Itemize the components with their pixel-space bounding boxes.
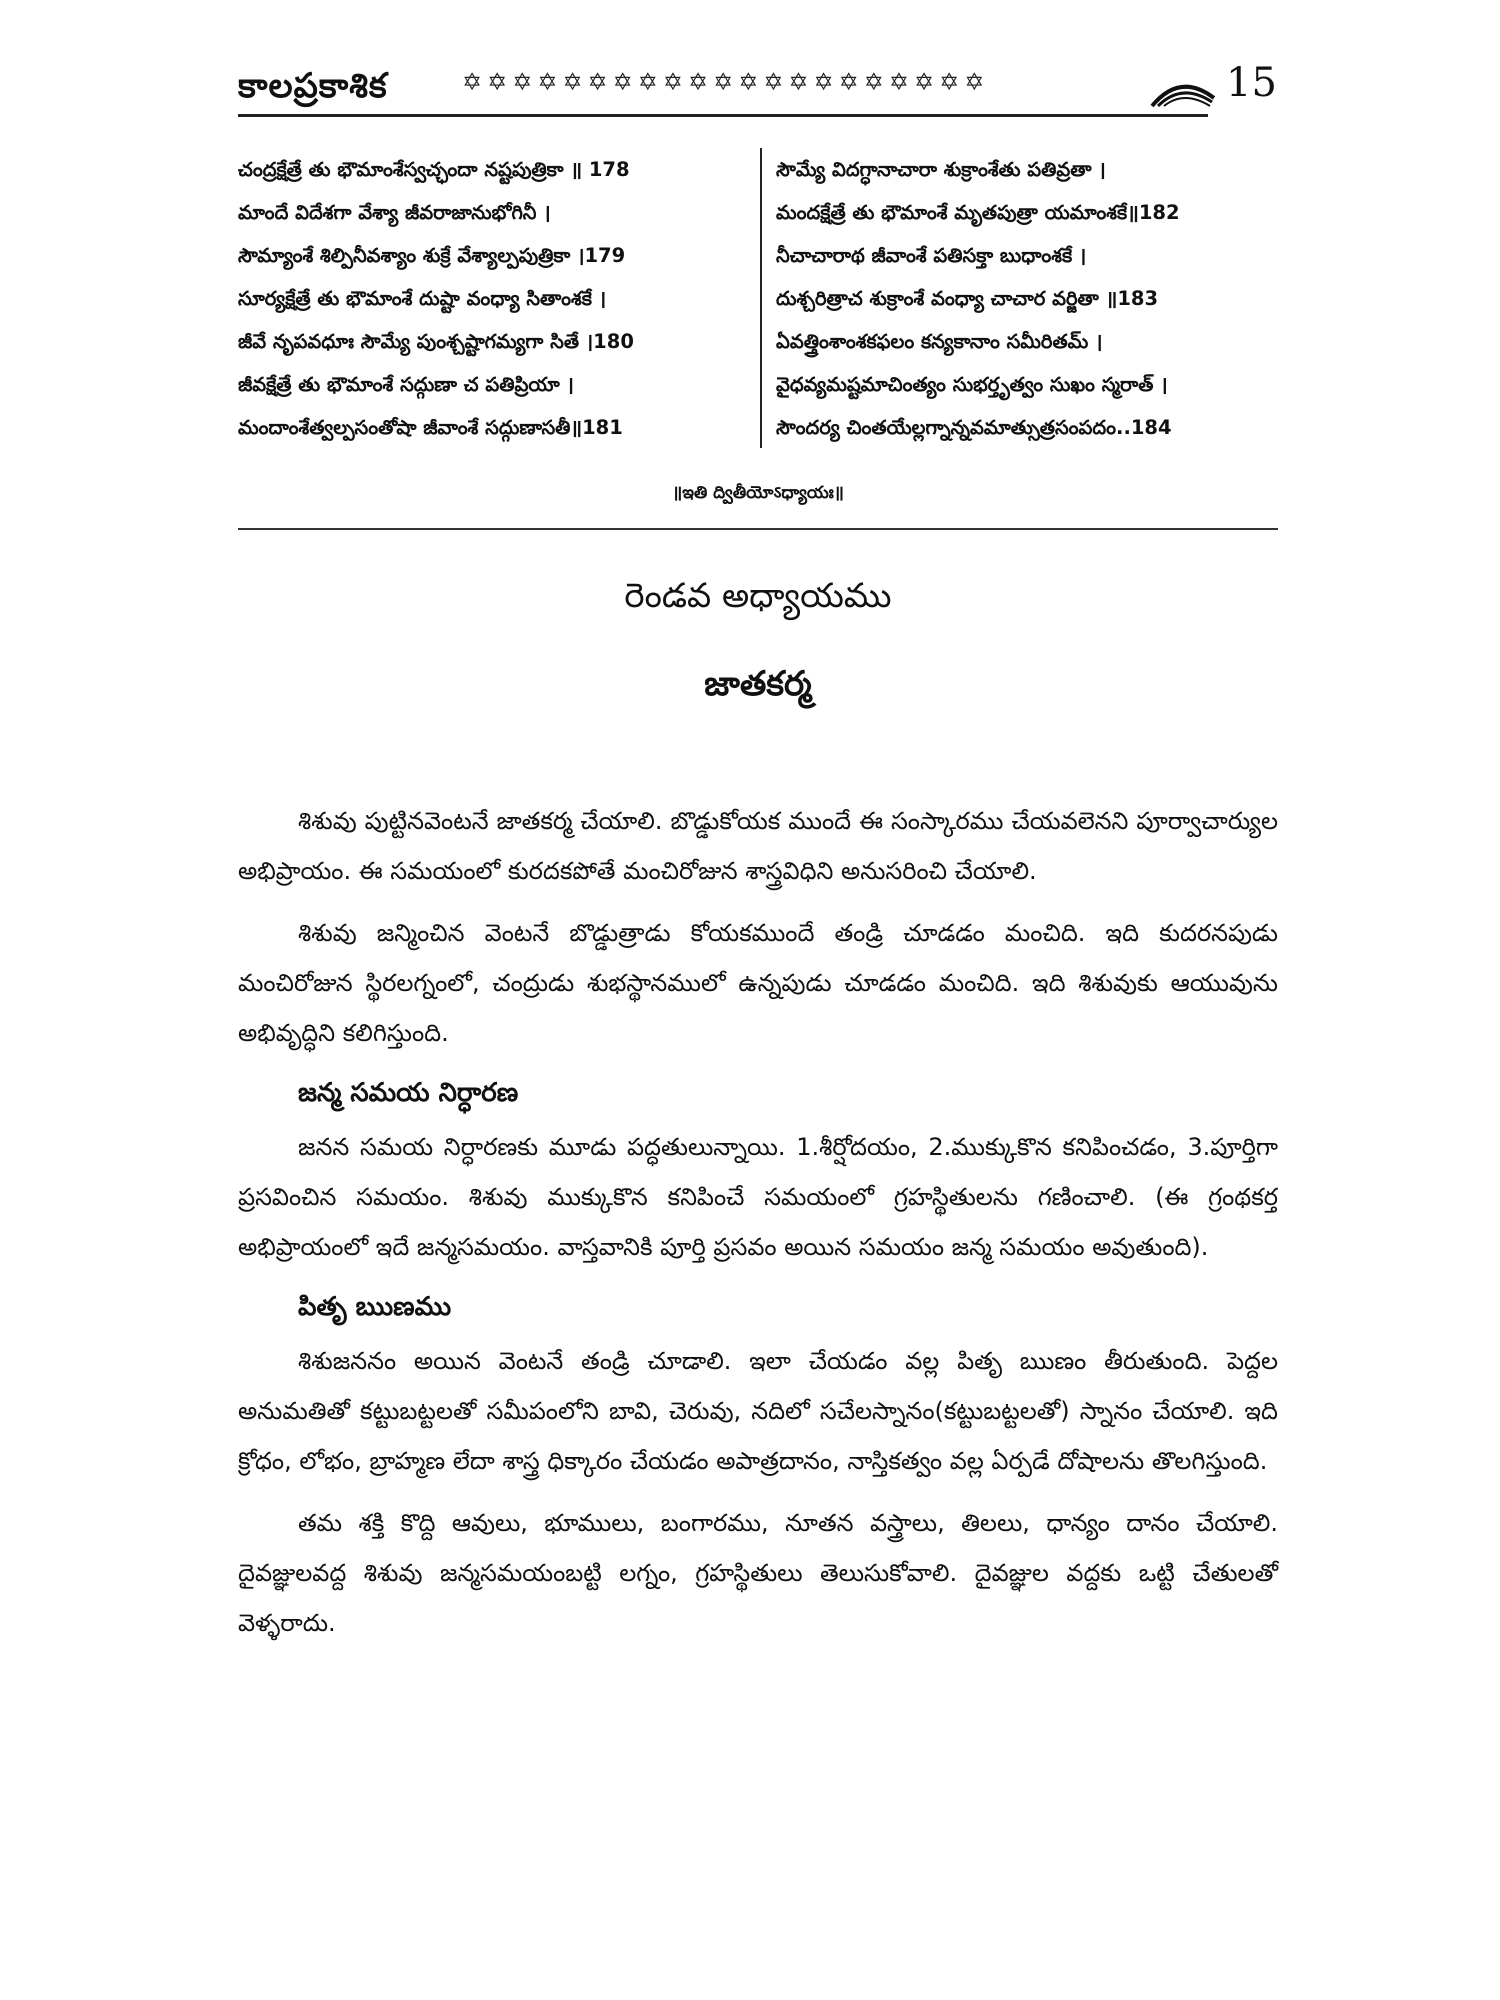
- verse-column-right: [776, 148, 1278, 449]
- paragraph: తమ శక్తి కొద్ది ఆవులు, భూములు, బంగారము, నూతన వస్త్రాలు, తిలలు, ధాన్యం దానం చేయాలి. దైవజ్ఞులవద్ద శిశువు జన్మసమయంబట్టి లగ్నం, గ్రహస్థితులు తెలుసుకోవాలి. దైవజ్ఞుల వద్దకు ఒట్టి చేతులతో వెళ్ళరాదు.: [238, 1509, 1278, 1637]
- verse-line: నీచాచారాథ జీవాంశే పతిసక్తా బుధాంశకే ।: [776, 244, 1087, 267]
- verse-line: మందాంశేత్వల్పసంతోషా జీవాంశే సద్గుణాసతీ॥181: [238, 416, 623, 439]
- swoosh-ornament-icon: [1150, 68, 1216, 110]
- verse-line: సౌందర్య చింతయేల్లగ్నాన్నవమాత్సుత్రసంపదం..184: [776, 416, 1172, 439]
- column-divider: [760, 148, 762, 448]
- verse-block: [238, 148, 1278, 468]
- paragraph: శిశువు పుట్టినవెంటనే జాతకర్మ చేయాలి. బొడ్డుకోయక ముందే ఈ సంస్కారము చేయవలెనని పూర్వాచార్యుల అభిప్రాయం. ఈ సమయంలో కురదకపోతే మంచిరోజున శాస్త్రవిధిని అనుసరించి చేయాలి.: [238, 807, 1278, 885]
- verse-line: జీవక్షేత్రే తు భౌమాంశే సద్గుణా చ పతిప్రియా ।: [238, 373, 574, 396]
- book-title: కాలప్రకాశిక: [238, 66, 388, 106]
- chapter-colophon: ॥ఇతి ద్వితీయోऽధ్యాయః॥: [672, 483, 844, 503]
- paragraph: జనన సమయ నిర్ధారణకు మూడు పద్ధతులున్నాయి. 1.శీర్షోదయం, 2.ముక్కుకొన కనిపించడం, 3.పూర్తిగా ప్రసవించిన సమయం. శిశువు ముక్కుకొన కనిపించే సమయంలో గ్రహస్థితులను గణించాలి. (ఈ గ్రంథకర్త అభిప్రాయంలో ఇదే జన్మసమయం. వాస్తవానికి పూర్తి ప్రసవం అయిన సమయం జన్మ సమయం అవుతుంది).: [238, 1133, 1278, 1261]
- page-number: 15: [1226, 60, 1277, 106]
- chapter-subject: జాతకర్మ: [704, 664, 812, 704]
- body-text: [238, 796, 1278, 1660]
- verse-column-left: [238, 148, 756, 449]
- star-ornament-icon: ✡✡✡✡✡✡✡✡✡✡✡✡✡✡✡✡✡✡✡✡✡: [462, 68, 990, 96]
- verse-line: జీవే నృపవధూః సౌమ్యే పుంశ్చష్టాగమ్యగా సితే ।180: [238, 330, 634, 353]
- section-heading: జన్మ సమయ నిర్ధారణ: [298, 1078, 519, 1108]
- header-rule: [238, 114, 1208, 117]
- verse-line: చంద్రక్షేత్రే తు భౌమాంశేస్వచ్ఛందా నష్టపుత్రికా ॥ 178: [238, 158, 630, 181]
- section-rule: [238, 528, 1278, 530]
- chapter-title: రెండవ అధ్యాయము: [624, 576, 892, 616]
- verse-line: సూర్యక్షేత్రే తు భౌమాంశే దుష్టా వంధ్యా సితాంశకే ।: [238, 287, 607, 310]
- paragraph: శిశుజననం అయిన వెంటనే తండ్రి చూడాలి. ఇలా చేయడం వల్ల పితృ ఋణం తీరుతుంది. పెద్దల అనుమతితో కట్టుబట్టలతో సమీపంలోని బావి, చెరువు, నదిలో సచేలస్నానం(కట్టుబట్టలతో) స్నానం చేయాలి. ఇది క్రోధం, లోభం, బ్రాహ్మణ లేదా శాస్త్ర ధిక్కారం చేయడం అపాత్రదానం, నాస్తికత్వం వల్ల ఏర్పడే దోషాలను తొలగిస్తుంది.: [238, 1347, 1278, 1475]
- verse-line: వైధవ్యమష్టమాచింత్యం సుభర్తృత్వం సుఖం స్మరాత్ ।: [776, 373, 1168, 396]
- verse-line: దుశ్చరిత్రాచ శుక్రాంశే వంధ్యా చాచార వర్జితా ॥183: [776, 287, 1159, 310]
- verse-line: సౌమ్యాంశే శిల్పినీవశ్యాం శుక్రే వేశ్యాల్పపుత్రికా ।179: [238, 244, 626, 267]
- verse-line: మాందే విదేశగా వేశ్యా జీవరాజానుభోగినీ ।: [238, 201, 551, 224]
- paragraph: శిశువు జన్మించిన వెంటనే బొడ్డుత్రాడు కోయకముందే తండ్రి చూడడం మంచిది. ఇది కుదరనపుడు మంచిరోజున స్థిరలగ్నంలో, చంద్రుడు శుభస్థానములో ఉన్నపుడు చూడడం మంచిది. ఇది శిశువుకు ఆయువును అభివృద్ధిని కలిగిస్తుంది.: [238, 919, 1278, 1047]
- verse-line: సౌమ్యే విదగ్ధానాచారా శుక్రాంశేతు పతివ్రతా ।: [776, 158, 1106, 181]
- section-heading: పితృ ఋణము: [298, 1292, 452, 1322]
- verse-line: మందక్షేత్రే తు భౌమాంశే మృతపుత్రా యమాంశకే॥182: [776, 201, 1180, 224]
- verse-line: ఏవత్త్రింశాంశకఫలం కన్యకానాం సమీరితమ్ ।: [776, 330, 1103, 353]
- running-header: [238, 62, 1278, 134]
